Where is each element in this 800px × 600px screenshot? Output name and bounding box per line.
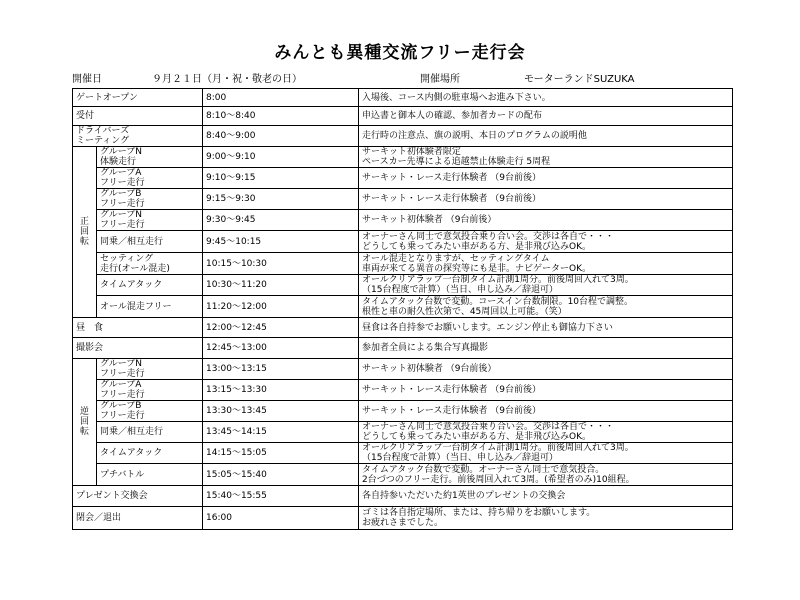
note-cell	[359, 126, 733, 147]
time-cell: 10:15～10:30	[203, 253, 359, 275]
note-line: 2台づつのフリー走行。前後周回入れて3周。(希望者のみ)10組程。	[362, 474, 635, 485]
schedule-row	[73, 189, 733, 210]
note-line: 根性と車の耐久性次第で、45周回以上可能。（笑）	[362, 306, 567, 317]
note-line: サーキット初体験者限定	[362, 147, 461, 157]
schedule-row	[73, 464, 733, 486]
note-cell	[359, 231, 733, 253]
note-cell	[359, 168, 733, 189]
item-cell: グループN 体験走行	[97, 147, 203, 168]
date-value: ９月２１日（月・祝・敬老の日）	[152, 74, 302, 85]
time-cell: 8:40～9:00	[203, 126, 359, 147]
item-cell: 受付	[73, 107, 203, 126]
note-line: オール混走となりますが、セッティングタイム	[362, 253, 550, 264]
time-cell: 11:20～12:00	[203, 296, 359, 318]
time-cell: 10:30～11:20	[203, 275, 359, 296]
note-cell	[359, 253, 733, 275]
page-title: みんとも異種交流フリー走行会	[274, 43, 526, 63]
schedule-row	[73, 210, 733, 231]
note-line: 車両が来てる異音の探究等にも是非。ナビゲーターOK。	[362, 263, 592, 274]
item-cell: グループB フリー走行	[97, 401, 203, 422]
time-cell: 8:00	[203, 89, 359, 107]
date-label: 開催日	[72, 74, 102, 85]
schedule-row	[73, 126, 733, 147]
note-line: オールクリアラップ一台制タイム計測1周分。前後周回入れて3周。	[362, 275, 634, 285]
note-line: 各自持参いただいた約1英世のプレゼントの交換会	[362, 491, 566, 501]
item-cell: 同乗／相互走行	[97, 422, 203, 443]
schedule-row	[73, 486, 733, 507]
note-cell	[359, 422, 733, 443]
note-cell	[359, 486, 733, 507]
schedule-row	[73, 253, 733, 275]
note-cell	[359, 275, 733, 296]
schedule-row	[73, 107, 733, 126]
note-line: （15台程度で計算）（当日、申し込み／辞退可）	[362, 285, 558, 295]
note-line: 走行時の注意点、旗の説明、本日のプログラムの説明他	[362, 131, 587, 141]
schedule-row	[73, 338, 733, 359]
note-cell	[359, 359, 733, 380]
note-cell	[359, 107, 733, 126]
note-line: 参加者全員による集合写真撮影	[362, 343, 489, 353]
schedule-row	[73, 89, 733, 107]
time-cell: 8:10～8:40	[203, 107, 359, 126]
note-cell	[359, 147, 733, 168]
note-cell	[359, 89, 733, 107]
item-cell: ゲートオープン	[73, 89, 203, 107]
time-cell: 12:45～13:00	[203, 338, 359, 359]
schedule-row	[73, 318, 733, 338]
time-cell: 14:15～15:05	[203, 443, 359, 464]
item-cell: 昼 食	[73, 318, 203, 338]
note-line: お疲れさまでした。	[362, 518, 444, 528]
schedule-row	[73, 359, 733, 380]
note-line: 昼食は各自持参でお願いします。エンジン停止も御協力下さい	[362, 322, 613, 333]
time-cell: 9:15～9:30	[203, 189, 359, 210]
schedule-row	[73, 231, 733, 253]
item-cell: プチバトル	[97, 464, 203, 486]
note-line: サーキット初体験者 （9台前後）	[362, 364, 497, 374]
section-char: 回	[79, 417, 89, 427]
item-cell: ドライバーズ ミーティング	[73, 126, 203, 147]
time-cell: 9:10～9:15	[203, 168, 359, 189]
note-line: 申込書と御本人の確認、参加者カードの配布	[362, 111, 543, 121]
note-cell	[359, 318, 733, 338]
note-line: タイムアタック台数で変動。オーナーさん同士で意気投合。	[362, 464, 605, 475]
time-cell: 16:00	[203, 507, 359, 530]
section-char: 正	[79, 217, 89, 227]
time-cell: 13:30～13:45	[203, 401, 359, 422]
item-cell: 同乗／相互走行	[97, 231, 203, 253]
note-cell	[359, 464, 733, 486]
section-char: 転	[79, 427, 89, 437]
time-cell: 15:40～15:55	[203, 486, 359, 507]
time-cell: 9:00～9:10	[203, 147, 359, 168]
schedule-row	[73, 422, 733, 443]
schedule-row	[73, 380, 733, 401]
note-line: オールクリアラップ一台制タイム計測1周分。前後周回入れて3周。	[362, 443, 634, 453]
time-cell: 12:00～12:45	[203, 318, 359, 338]
note-cell	[359, 338, 733, 359]
item-cell: グループN フリー走行	[97, 210, 203, 231]
time-cell: 13:00～13:15	[203, 359, 359, 380]
schedule-table	[72, 88, 733, 530]
note-line: サーキット・レース走行体験者 （9台前後）	[362, 194, 541, 204]
item-cell: グループN フリー走行	[97, 359, 203, 380]
schedule-row	[73, 147, 733, 168]
note-cell	[359, 296, 733, 318]
note-line: サーキット初体験者 （9台前後）	[362, 215, 497, 225]
reverse-rotation-label	[73, 359, 97, 486]
item-cell: タイムアタック	[97, 275, 203, 296]
note-line: タイムアタック台数で変動。コースイン台数制限。10台程で調整。	[362, 296, 634, 307]
schedule-row	[73, 296, 733, 318]
schedule-row	[73, 275, 733, 296]
note-line: サーキット・レース走行体験者 （9台前後）	[362, 173, 541, 183]
venue-label: 開催場所	[420, 74, 460, 85]
note-line: （15台程度で計算）（当日、申し込み／辞退可）	[362, 453, 558, 463]
schedule-row	[73, 443, 733, 464]
note-line: ゴミは各自指定場所、または、持ち帰りをお願いします。	[362, 508, 596, 518]
schedule-row	[73, 507, 733, 530]
schedule-row	[73, 401, 733, 422]
note-line: サーキット・レース走行体験者 （9台前後）	[362, 406, 541, 416]
item-cell: プレゼント交換会	[73, 486, 203, 507]
note-line: ペースカー先導による追越禁止体験走行 5周程	[362, 157, 551, 167]
item-cell: グループA フリー走行	[97, 168, 203, 189]
note-line: どうしても乗ってみたい車がある方、是非飛び込みOK。	[362, 432, 592, 442]
note-cell	[359, 189, 733, 210]
time-cell: 13:45～14:15	[203, 422, 359, 443]
note-cell	[359, 210, 733, 231]
note-line: サーキット・レース走行体験者 （9台前後）	[362, 385, 541, 395]
section-char: 逆	[79, 407, 89, 417]
venue-value: モーターランドSUZUKA	[524, 74, 635, 85]
forward-rotation-label	[73, 147, 97, 318]
time-cell: 15:05～15:40	[203, 464, 359, 486]
item-cell: グループB フリー走行	[97, 189, 203, 210]
time-cell: 13:15～13:30	[203, 380, 359, 401]
item-cell: 撮影会	[73, 338, 203, 359]
note-cell	[359, 401, 733, 422]
item-cell: セッティング 走行(オール混走)	[97, 253, 203, 275]
note-line: オーナーさん同士で意気投合乗り合い会。交渉は各自で・・・	[362, 231, 615, 242]
section-char: 転	[79, 237, 89, 247]
section-char: 回	[79, 227, 89, 237]
note-cell	[359, 443, 733, 464]
item-cell: 閉会／退出	[73, 507, 203, 530]
time-cell: 9:30～9:45	[203, 210, 359, 231]
note-cell	[359, 507, 733, 530]
item-cell: オール混走フリー	[97, 296, 203, 318]
note-line: どうしても乗ってみたい車がある方、是非飛び込みOK。	[362, 241, 592, 252]
item-cell: タイムアタック	[97, 443, 203, 464]
schedule-row	[73, 168, 733, 189]
note-line: オーナーさん同士で意気投合乗り合い会。交渉は各自で・・・	[362, 422, 615, 432]
item-cell: グループA フリー走行	[97, 380, 203, 401]
note-line: 入場後、コース内側の駐車場へお進み下さい。	[362, 92, 551, 103]
note-cell	[359, 380, 733, 401]
time-cell: 9:45～10:15	[203, 231, 359, 253]
